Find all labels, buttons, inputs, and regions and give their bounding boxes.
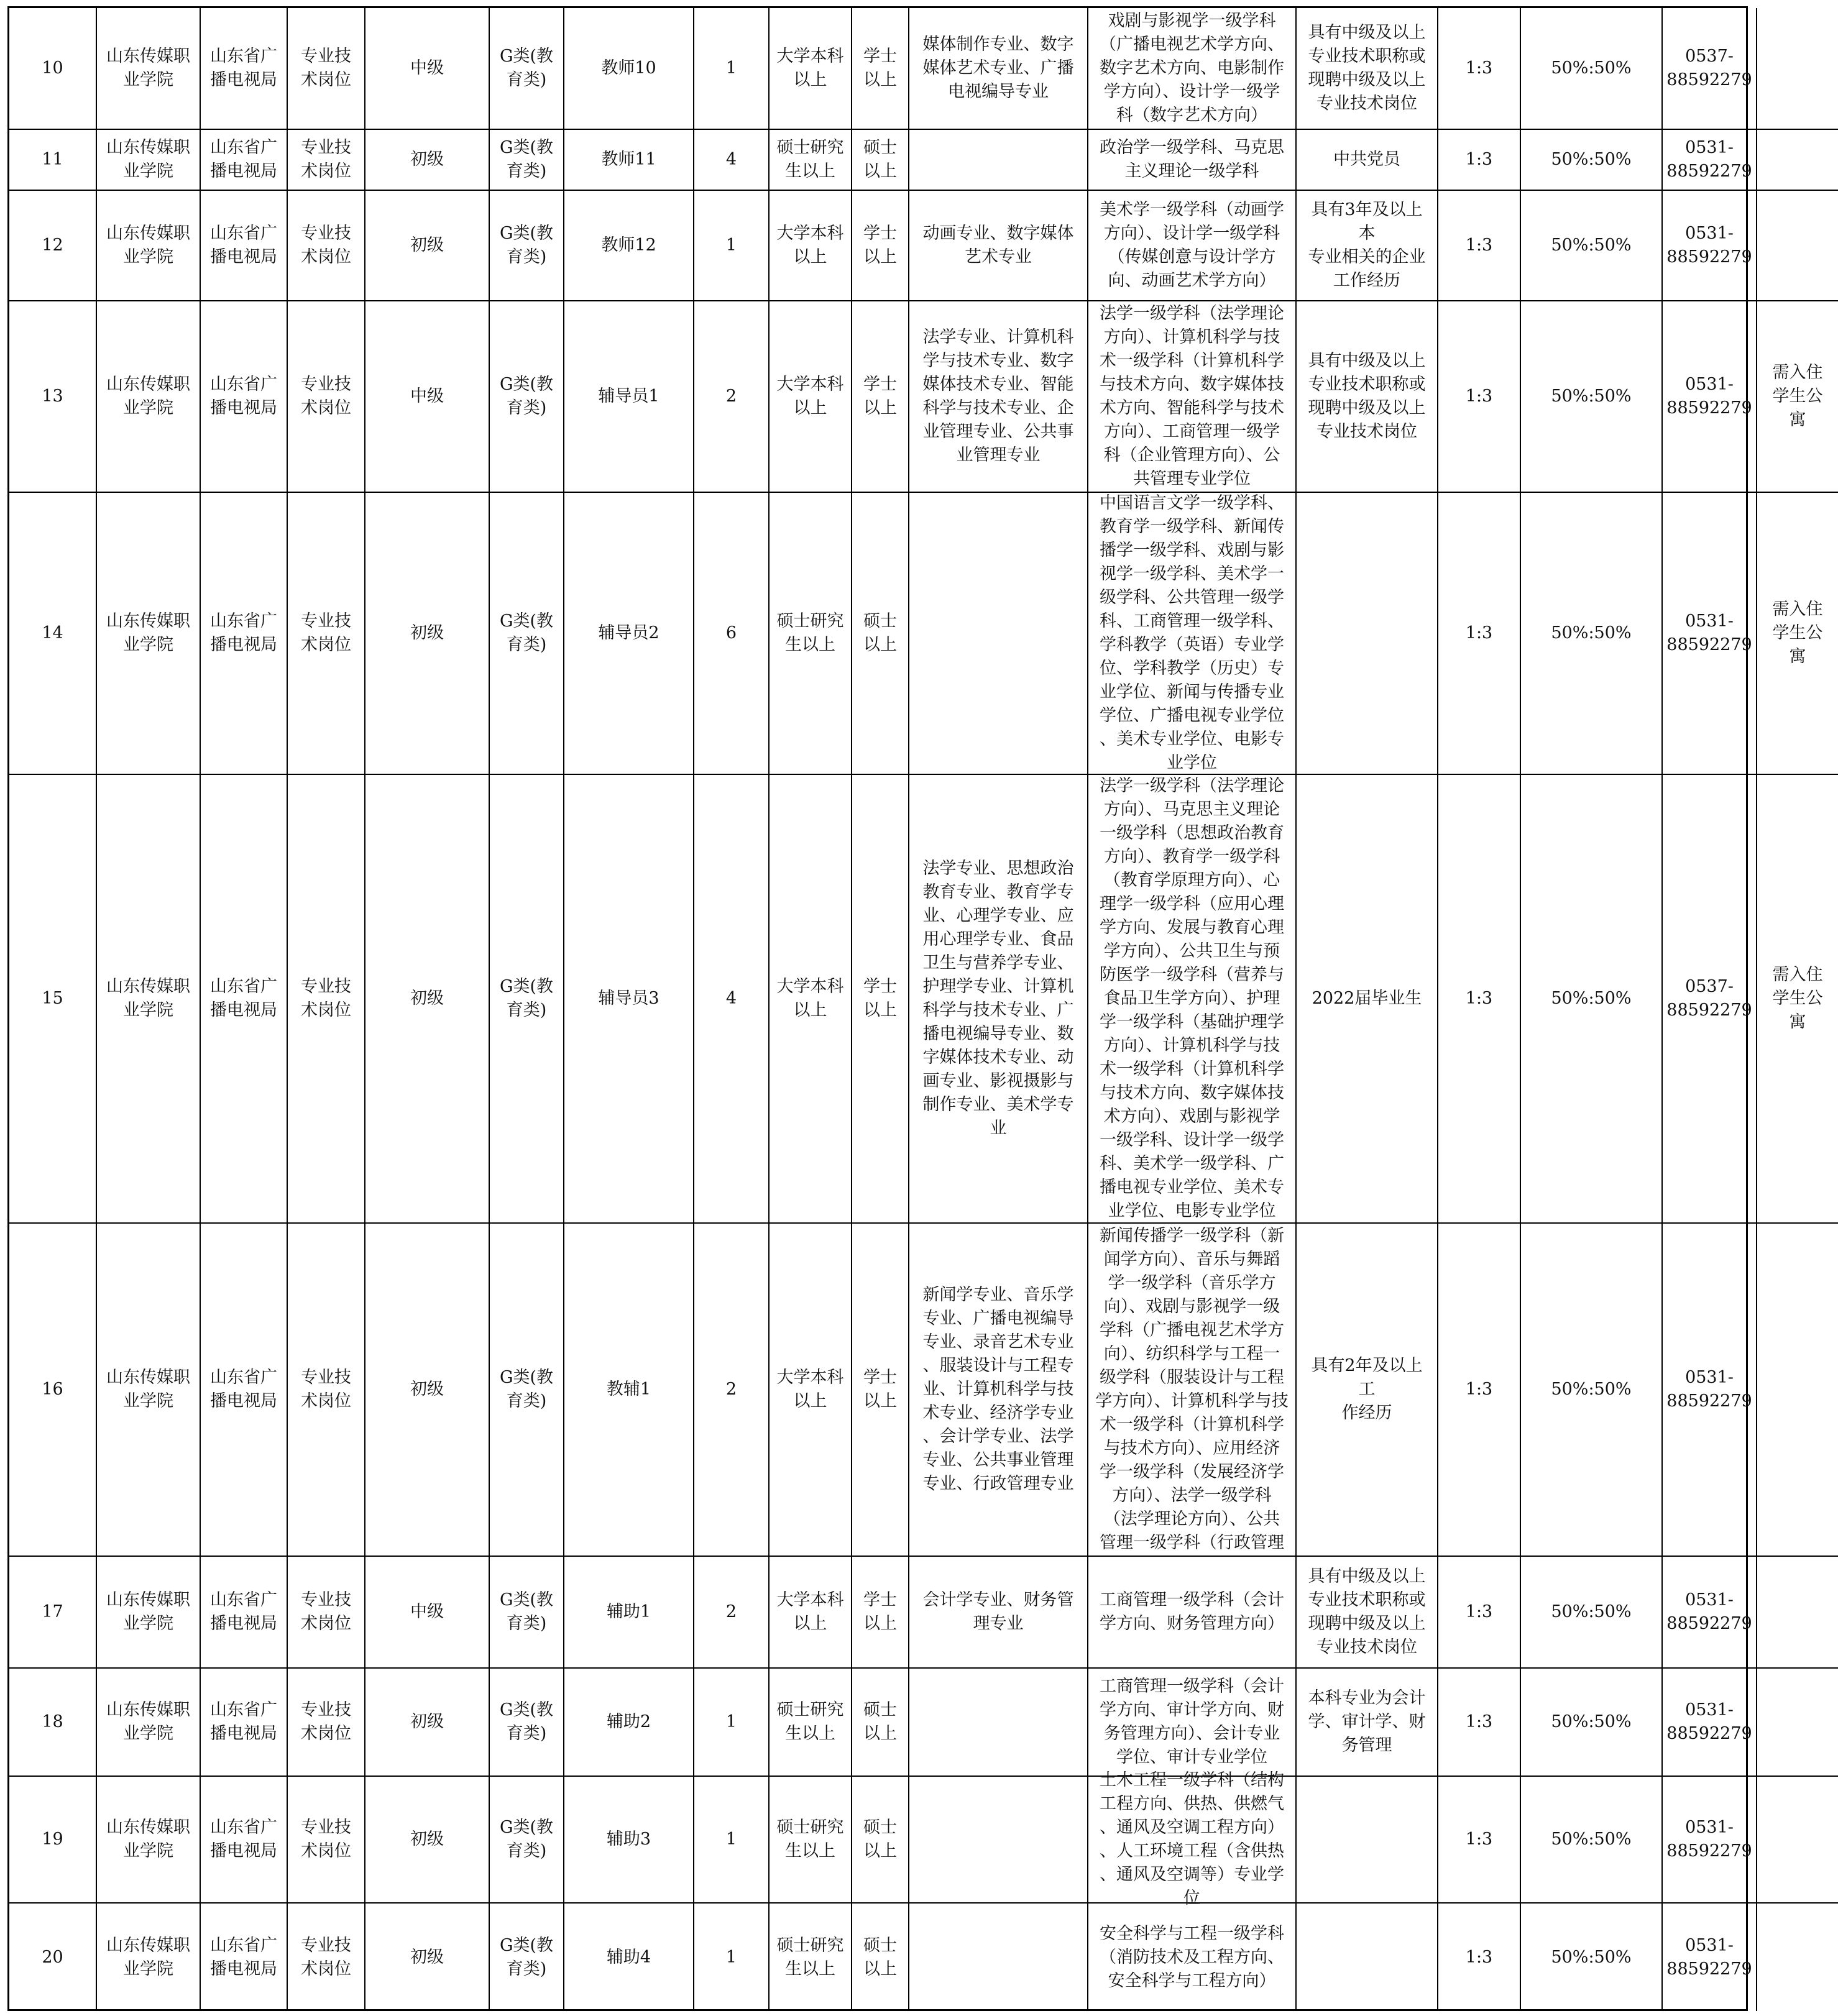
cell-post-level: 初级: [365, 1904, 490, 2011]
cell-seq: 10: [9, 8, 97, 130]
cell-ratio: 1:3: [1438, 1904, 1521, 2011]
cell-headcount: 6: [694, 493, 770, 775]
cell-contact-phone: 0537- 88592279: [1663, 8, 1757, 130]
cell-post-category: 专业技 术岗位: [288, 775, 365, 1224]
cell-graduate-major: 法学一级学科（法学理论 方向）、计算机科学与技 术一级学科（计算机科学 与技术方向、数字媒体技 术方向、智能科学与技术 方向）、工商管理一级学 科（企业管理方向）、公 共管理专业学位: [1088, 301, 1297, 493]
cell-post-name: 辅助2: [564, 1669, 694, 1777]
cell-other-requirements: 2022届毕业生: [1297, 775, 1438, 1224]
cell-notes: [1757, 1669, 1838, 1777]
cell-score-weight: 50%:50%: [1521, 130, 1663, 191]
cell-headcount: 4: [694, 775, 770, 1224]
cell-seq: 18: [9, 1669, 97, 1777]
cell-other-requirements: [1297, 493, 1438, 775]
cell-headcount: 1: [694, 1669, 770, 1777]
cell-ratio: 1:3: [1438, 130, 1521, 191]
cell-other-requirements: 具有中级及以上 专业技术职称或 现聘中级及以上 专业技术岗位: [1297, 8, 1438, 130]
cell-employer: 山东传媒职 业学院: [97, 1557, 201, 1669]
cell-seq: 15: [9, 775, 97, 1224]
cell-headcount: 1: [694, 1777, 770, 1904]
cell-post-type: G类(教 育类): [490, 1669, 564, 1777]
cell-seq: 16: [9, 1224, 97, 1557]
cell-post-level: 中级: [365, 1557, 490, 1669]
cell-graduate-major: 美术学一级学科（动画学 方向）、设计学一级学科 （传媒创意与设计学方向、动画艺术学方向）: [1088, 191, 1297, 301]
cell-graduate-major: 中国语言文学一级学科、 教育学一级学科、新闻传 播学一级学科、戏剧与影 视学一级学科、美术学一 级学科、公共管理一级学 科、工商管理一级学科、 学科教学（英语）专业学 位、学科教学（历史）专 业学位、新闻与传播专业 学位、广播电视专业学位 、美术专业学位、电影专 业学位: [1088, 493, 1297, 775]
cell-contact-phone: 0531- 88592279: [1663, 1557, 1757, 1669]
cell-other-requirements: 中共党员: [1297, 130, 1438, 191]
cell-ratio: 1:3: [1438, 1669, 1521, 1777]
cell-department: 山东省广 播电视局: [201, 1224, 288, 1557]
cell-post-category: 专业技 术岗位: [288, 1224, 365, 1557]
cell-degree: 硕士以上: [852, 130, 909, 191]
cell-post-name: 辅助3: [564, 1777, 694, 1904]
cell-headcount: 2: [694, 1557, 770, 1669]
cell-post-level: 初级: [365, 191, 490, 301]
cell-department: 山东省广 播电视局: [201, 775, 288, 1224]
cell-post-type: G类(教 育类): [490, 1224, 564, 1557]
cell-notes: [1757, 8, 1838, 130]
cell-education: 硕士研究 生以上: [770, 1777, 852, 1904]
cell-post-type: G类(教 育类): [490, 130, 564, 191]
cell-headcount: 2: [694, 301, 770, 493]
cell-score-weight: 50%:50%: [1521, 191, 1663, 301]
cell-department: 山东省广 播电视局: [201, 1777, 288, 1904]
cell-notes: [1757, 191, 1838, 301]
cell-contact-phone: 0531- 88592279: [1663, 493, 1757, 775]
cell-post-name: 教师11: [564, 130, 694, 191]
cell-post-level: 中级: [365, 301, 490, 493]
cell-degree: 学士以上: [852, 1224, 909, 1557]
cell-undergrad-major: [909, 493, 1088, 775]
cell-post-category: 专业技 术岗位: [288, 1904, 365, 2011]
cell-post-level: 初级: [365, 493, 490, 775]
cell-degree: 学士以上: [852, 8, 909, 130]
cell-post-name: 教辅1: [564, 1224, 694, 1557]
cell-ratio: 1:3: [1438, 8, 1521, 130]
cell-other-requirements: 具有3年及以上本 专业相关的企业 工作经历: [1297, 191, 1438, 301]
cell-undergrad-major: 媒体制作专业、数字 媒体艺术专业、广播 电视编导专业: [909, 8, 1088, 130]
cell-headcount: 4: [694, 130, 770, 191]
cell-post-name: 教师10: [564, 8, 694, 130]
cell-other-requirements: [1297, 1904, 1438, 2011]
cell-degree: 硕士以上: [852, 1777, 909, 1904]
cell-seq: 20: [9, 1904, 97, 2011]
cell-contact-phone: 0531- 88592279: [1663, 301, 1757, 493]
cell-education: 大学本科 以上: [770, 191, 852, 301]
cell-graduate-major: 安全科学与工程一级学科 （消防技术及工程方向、 安全科学与工程方向）: [1088, 1904, 1297, 2011]
cell-post-category: 专业技 术岗位: [288, 1557, 365, 1669]
cell-seq: 11: [9, 130, 97, 191]
cell-other-requirements: [1297, 1777, 1438, 1904]
cell-contact-phone: 0531- 88592279: [1663, 1669, 1757, 1777]
cell-contact-phone: 0531- 88592279: [1663, 191, 1757, 301]
cell-score-weight: 50%:50%: [1521, 493, 1663, 775]
cell-degree: 学士以上: [852, 191, 909, 301]
cell-score-weight: 50%:50%: [1521, 8, 1663, 130]
cell-post-level: 中级: [365, 8, 490, 130]
cell-education: 大学本科 以上: [770, 775, 852, 1224]
cell-employer: 山东传媒职 业学院: [97, 301, 201, 493]
cell-undergrad-major: [909, 130, 1088, 191]
cell-department: 山东省广 播电视局: [201, 1669, 288, 1777]
cell-education: 硕士研究 生以上: [770, 493, 852, 775]
cell-employer: 山东传媒职 业学院: [97, 1224, 201, 1557]
cell-degree: 学士以上: [852, 301, 909, 493]
cell-notes: 需入住 学生公 寓: [1757, 775, 1838, 1224]
cell-employer: 山东传媒职 业学院: [97, 493, 201, 775]
cell-post-type: G类(教 育类): [490, 1777, 564, 1904]
cell-degree: 学士以上: [852, 775, 909, 1224]
cell-employer: 山东传媒职 业学院: [97, 8, 201, 130]
cell-ratio: 1:3: [1438, 1557, 1521, 1669]
cell-seq: 19: [9, 1777, 97, 1904]
cell-ratio: 1:3: [1438, 1777, 1521, 1904]
cell-post-name: 辅助1: [564, 1557, 694, 1669]
cell-score-weight: 50%:50%: [1521, 1669, 1663, 1777]
cell-contact-phone: 0531- 88592279: [1663, 130, 1757, 191]
cell-score-weight: 50%:50%: [1521, 775, 1663, 1224]
cell-department: 山东省广 播电视局: [201, 301, 288, 493]
cell-post-type: G类(教 育类): [490, 191, 564, 301]
cell-post-level: 初级: [365, 130, 490, 191]
cell-ratio: 1:3: [1438, 493, 1521, 775]
cell-score-weight: 50%:50%: [1521, 301, 1663, 493]
cell-notes: 需入住 学生公 寓: [1757, 493, 1838, 775]
cell-ratio: 1:3: [1438, 1224, 1521, 1557]
cell-graduate-major: 法学一级学科（法学理论 方向）、马克思主义理论 一级学科（思想政治教育 方向）、教育学一级学科 （教育学原理方向）、心 理学一级学科（应用心理 学方向、发展与教育心理 学方向）、公共卫生与预 防医学一级学科（营养与 食品卫生学方向）、护理 学一级学科（基础护理学 方向）、计算机科学与技 术一级学科（计算机科学 与技术方向、数字媒体技 术方向）、戏剧与影视学 一级学科、设计学一级学 科、美术学一级学科、广 播电视专业学位、美术专 业学位、电影专业学位: [1088, 775, 1297, 1224]
cell-notes: 需入住 学生公 寓: [1757, 301, 1838, 493]
cell-post-type: G类(教 育类): [490, 775, 564, 1224]
cell-graduate-major: 戏剧与影视学一级学科 （广播电视艺术学方向、 数字艺术方向、电影制作 学方向）、设计学一级学 科（数字艺术方向）: [1088, 8, 1297, 130]
cell-post-category: 专业技 术岗位: [288, 1669, 365, 1777]
cell-department: 山东省广 播电视局: [201, 130, 288, 191]
cell-graduate-major: 工商管理一级学科（会计 学方向、财务管理方向）: [1088, 1557, 1297, 1669]
cell-post-level: 初级: [365, 775, 490, 1224]
cell-employer: 山东传媒职 业学院: [97, 775, 201, 1224]
cell-post-name: 辅助4: [564, 1904, 694, 2011]
cell-seq: 12: [9, 191, 97, 301]
cell-other-requirements: 具有2年及以上工 作经历: [1297, 1224, 1438, 1557]
cell-contact-phone: 0531- 88592279: [1663, 1224, 1757, 1557]
cell-other-requirements: 具有中级及以上 专业技术职称或 现聘中级及以上 专业技术岗位: [1297, 1557, 1438, 1669]
cell-undergrad-major: 动画专业、数字媒体 艺术专业: [909, 191, 1088, 301]
cell-undergrad-major: 新闻学专业、音乐学 专业、广播电视编导 专业、录音艺术专业 、服装设计与工程专 业、计算机科学与技 术专业、经济学专业 、会计学专业、法学 专业、公共事业管理 专业、行政管理专业: [909, 1224, 1088, 1557]
cell-seq: 13: [9, 301, 97, 493]
cell-department: 山东省广 播电视局: [201, 493, 288, 775]
cell-graduate-major: 新闻传播学一级学科（新 闻学方向）、音乐与舞蹈 学一级学科（音乐学方 向）、戏剧与影视学一级 学科（广播电视艺术学方 向）、纺织科学与工程一 级学科（服装设计与工程 学方向）、计算机科学与技 术一级学科（计算机科学 与技术方向）、应用经济 学一级学科（发展经济学 方向）、法学一级学科 （法学理论方向）、公共 管理一级学科（行政管理: [1088, 1224, 1297, 1557]
cell-contact-phone: 0537- 88592279: [1663, 775, 1757, 1224]
cell-score-weight: 50%:50%: [1521, 1557, 1663, 1669]
cell-undergrad-major: [909, 1904, 1088, 2011]
cell-degree: 学士以上: [852, 1557, 909, 1669]
cell-other-requirements: 具有中级及以上 专业技术职称或 现聘中级及以上 专业技术岗位: [1297, 301, 1438, 493]
cell-degree: 硕士以上: [852, 1669, 909, 1777]
cell-post-category: 专业技 术岗位: [288, 1777, 365, 1904]
cell-post-level: 初级: [365, 1777, 490, 1904]
cell-employer: 山东传媒职 业学院: [97, 1904, 201, 2011]
cell-headcount: 1: [694, 191, 770, 301]
cell-post-category: 专业技 术岗位: [288, 493, 365, 775]
cell-contact-phone: 0531- 88592279: [1663, 1904, 1757, 2011]
cell-seq: 14: [9, 493, 97, 775]
cell-degree: 硕士以上: [852, 1904, 909, 2011]
cell-post-name: 辅导员2: [564, 493, 694, 775]
cell-score-weight: 50%:50%: [1521, 1224, 1663, 1557]
cell-post-name: 辅导员3: [564, 775, 694, 1224]
cell-headcount: 1: [694, 1904, 770, 2011]
cell-employer: 山东传媒职 业学院: [97, 130, 201, 191]
cell-contact-phone: 0531- 88592279: [1663, 1777, 1757, 1904]
cell-notes: [1757, 130, 1838, 191]
cell-post-category: 专业技 术岗位: [288, 301, 365, 493]
cell-notes: [1757, 1224, 1838, 1557]
cell-post-level: 初级: [365, 1669, 490, 1777]
cell-headcount: 1: [694, 8, 770, 130]
cell-score-weight: 50%:50%: [1521, 1777, 1663, 1904]
cell-post-type: G类(教 育类): [490, 1904, 564, 2011]
cell-department: 山东省广 播电视局: [201, 191, 288, 301]
cell-education: 硕士研究 生以上: [770, 1669, 852, 1777]
cell-seq: 17: [9, 1557, 97, 1669]
cell-post-type: G类(教 育类): [490, 301, 564, 493]
cell-graduate-major: 政治学一级学科、马克思 主义理论一级学科: [1088, 130, 1297, 191]
cell-score-weight: 50%:50%: [1521, 1904, 1663, 2011]
cell-other-requirements: 本科专业为会计 学、审计学、财 务管理: [1297, 1669, 1438, 1777]
cell-education: 硕士研究 生以上: [770, 130, 852, 191]
cell-post-category: 专业技 术岗位: [288, 130, 365, 191]
cell-ratio: 1:3: [1438, 301, 1521, 493]
cell-post-name: 辅导员1: [564, 301, 694, 493]
cell-post-type: G类(教 育类): [490, 8, 564, 130]
recruitment-table: [7, 6, 1823, 2011]
cell-post-category: 专业技 术岗位: [288, 191, 365, 301]
cell-education: 硕士研究 生以上: [770, 1904, 852, 2011]
cell-undergrad-major: [909, 1777, 1088, 1904]
cell-post-level: 初级: [365, 1224, 490, 1557]
cell-department: 山东省广 播电视局: [201, 1904, 288, 2011]
cell-ratio: 1:3: [1438, 775, 1521, 1224]
cell-department: 山东省广 播电视局: [201, 1557, 288, 1669]
cell-education: 大学本科 以上: [770, 8, 852, 130]
cell-headcount: 2: [694, 1224, 770, 1557]
cell-employer: 山东传媒职 业学院: [97, 1777, 201, 1904]
cell-employer: 山东传媒职 业学院: [97, 1669, 201, 1777]
cell-undergrad-major: 法学专业、计算机科 学与技术专业、数字 媒体技术专业、智能 科学与技术专业、企 业管理专业、公共事 业管理专业: [909, 301, 1088, 493]
cell-notes: [1757, 1904, 1838, 2011]
cell-department: 山东省广 播电视局: [201, 8, 288, 130]
cell-education: 大学本科 以上: [770, 1557, 852, 1669]
cell-graduate-major: 土木工程一级学科（结构 工程方向、供热、供燃气 、通风及空调工程方向） 、人工环境工程（含供热 、通风及空调等）专业学 位: [1088, 1777, 1297, 1904]
cell-notes: [1757, 1777, 1838, 1904]
cell-degree: 硕士以上: [852, 493, 909, 775]
cell-post-category: 专业技 术岗位: [288, 8, 365, 130]
cell-education: 大学本科 以上: [770, 301, 852, 493]
cell-post-name: 教师12: [564, 191, 694, 301]
cell-graduate-major: 工商管理一级学科（会计 学方向、审计学方向、财 务管理方向）、会计专业 学位、审计专业学位: [1088, 1669, 1297, 1777]
cell-post-type: G类(教 育类): [490, 493, 564, 775]
cell-notes: [1757, 1557, 1838, 1669]
cell-post-type: G类(教 育类): [490, 1557, 564, 1669]
cell-undergrad-major: 法学专业、思想政治 教育专业、教育学专 业、心理学专业、应 用心理学专业、食品 卫生与营养学专业、 护理学专业、计算机 科学与技术专业、广 播电视编导专业、数 字媒体技术专业、动 画专业、影视摄影与 制作专业、美术学专 业: [909, 775, 1088, 1224]
cell-undergrad-major: 会计学专业、财务管 理专业: [909, 1557, 1088, 1669]
cell-ratio: 1:3: [1438, 191, 1521, 301]
cell-undergrad-major: [909, 1669, 1088, 1777]
cell-education: 大学本科 以上: [770, 1224, 852, 1557]
cell-employer: 山东传媒职 业学院: [97, 191, 201, 301]
